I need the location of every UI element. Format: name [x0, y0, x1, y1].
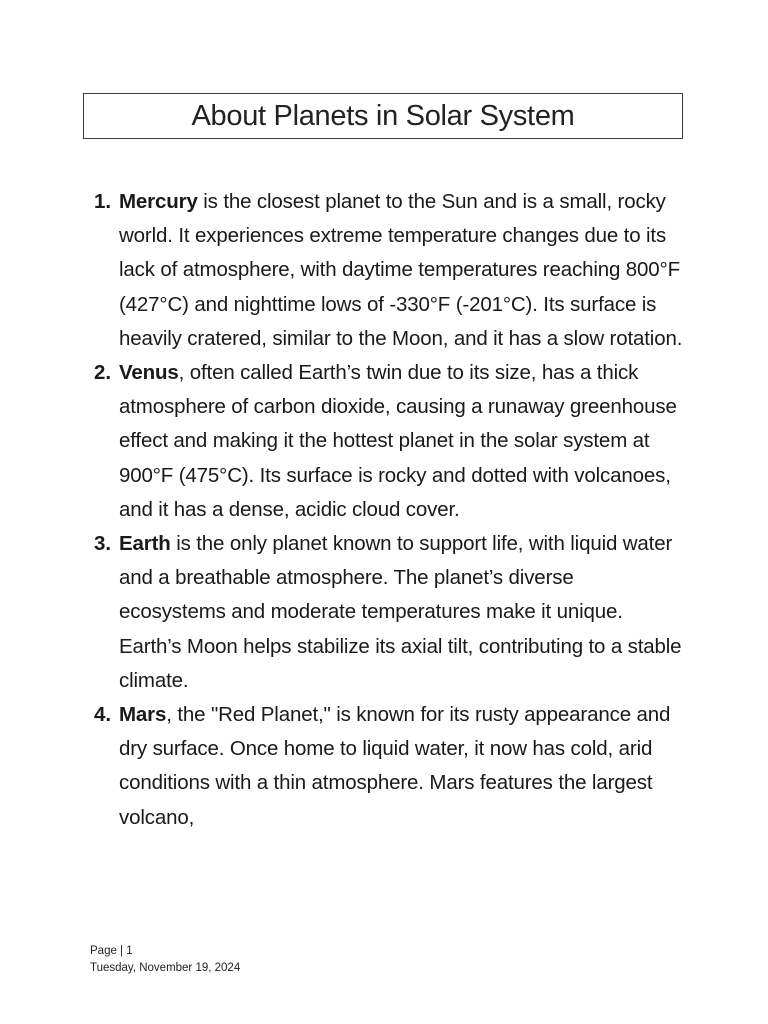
- planet-name: Mars: [119, 703, 167, 727]
- title-box: [83, 93, 683, 139]
- list-number: 2.: [94, 361, 112, 385]
- list-item-mercury: [94, 185, 684, 356]
- list-item-text: [119, 698, 684, 835]
- list-number: 1.: [94, 190, 112, 213]
- list-item-mars: [94, 698, 684, 835]
- planet-name: Earth: [119, 532, 171, 556]
- page-title: About Planets in Solar System: [191, 99, 575, 132]
- planet-description: is the closest planet to the Sun and is a small, rocky world. It experiences extreme temperature changes due to its lack of atmosphere, with daytime temperatures reaching 800°F (427°C) and nighttime lows of -330°F (-201°C). Its surface is heavily cratered, similar to the Moon, and it has a slow rotation.: [119, 190, 683, 350]
- planet-description: , often called Earth’s twin due to its size, has a thick atmosphere of carbon dioxide, causing a runaway greenhouse effect and making it the hottest planet in the solar system at 900°F (475°C). Its surface is rocky and dotted with volcanoes, and it has a dense, acidic cloud cover.: [119, 361, 677, 521]
- planet-description: , the "Red Planet," is known for its rusty appearance and dry surface. Once home to liquid water, it now has cold, arid conditions with a thin atmosphere. Mars features the largest volcano,: [119, 703, 671, 829]
- page-number: Page | 1: [90, 945, 133, 957]
- list-number: 4.: [94, 703, 112, 727]
- list-item-text: [119, 185, 684, 356]
- page-footer: [90, 943, 240, 977]
- list-item-text: [119, 527, 684, 698]
- list-item-venus: [94, 356, 684, 527]
- planet-name: Venus: [119, 361, 179, 385]
- planet-name: Mercury: [119, 190, 198, 213]
- footer-date: Tuesday, November 19, 2024: [90, 962, 241, 974]
- planet-list: [94, 185, 684, 835]
- list-item-text: [119, 356, 684, 527]
- planet-description: is the only planet known to support life, with liquid water and a breathable atmosphere. The planet’s diverse ecosystems and moderate temperatures make it unique. Earth’s Moon helps stabilize its axial tilt, contributing to a stable climate.: [119, 532, 682, 692]
- list-item-earth: [94, 527, 684, 698]
- list-number: 3.: [94, 532, 112, 556]
